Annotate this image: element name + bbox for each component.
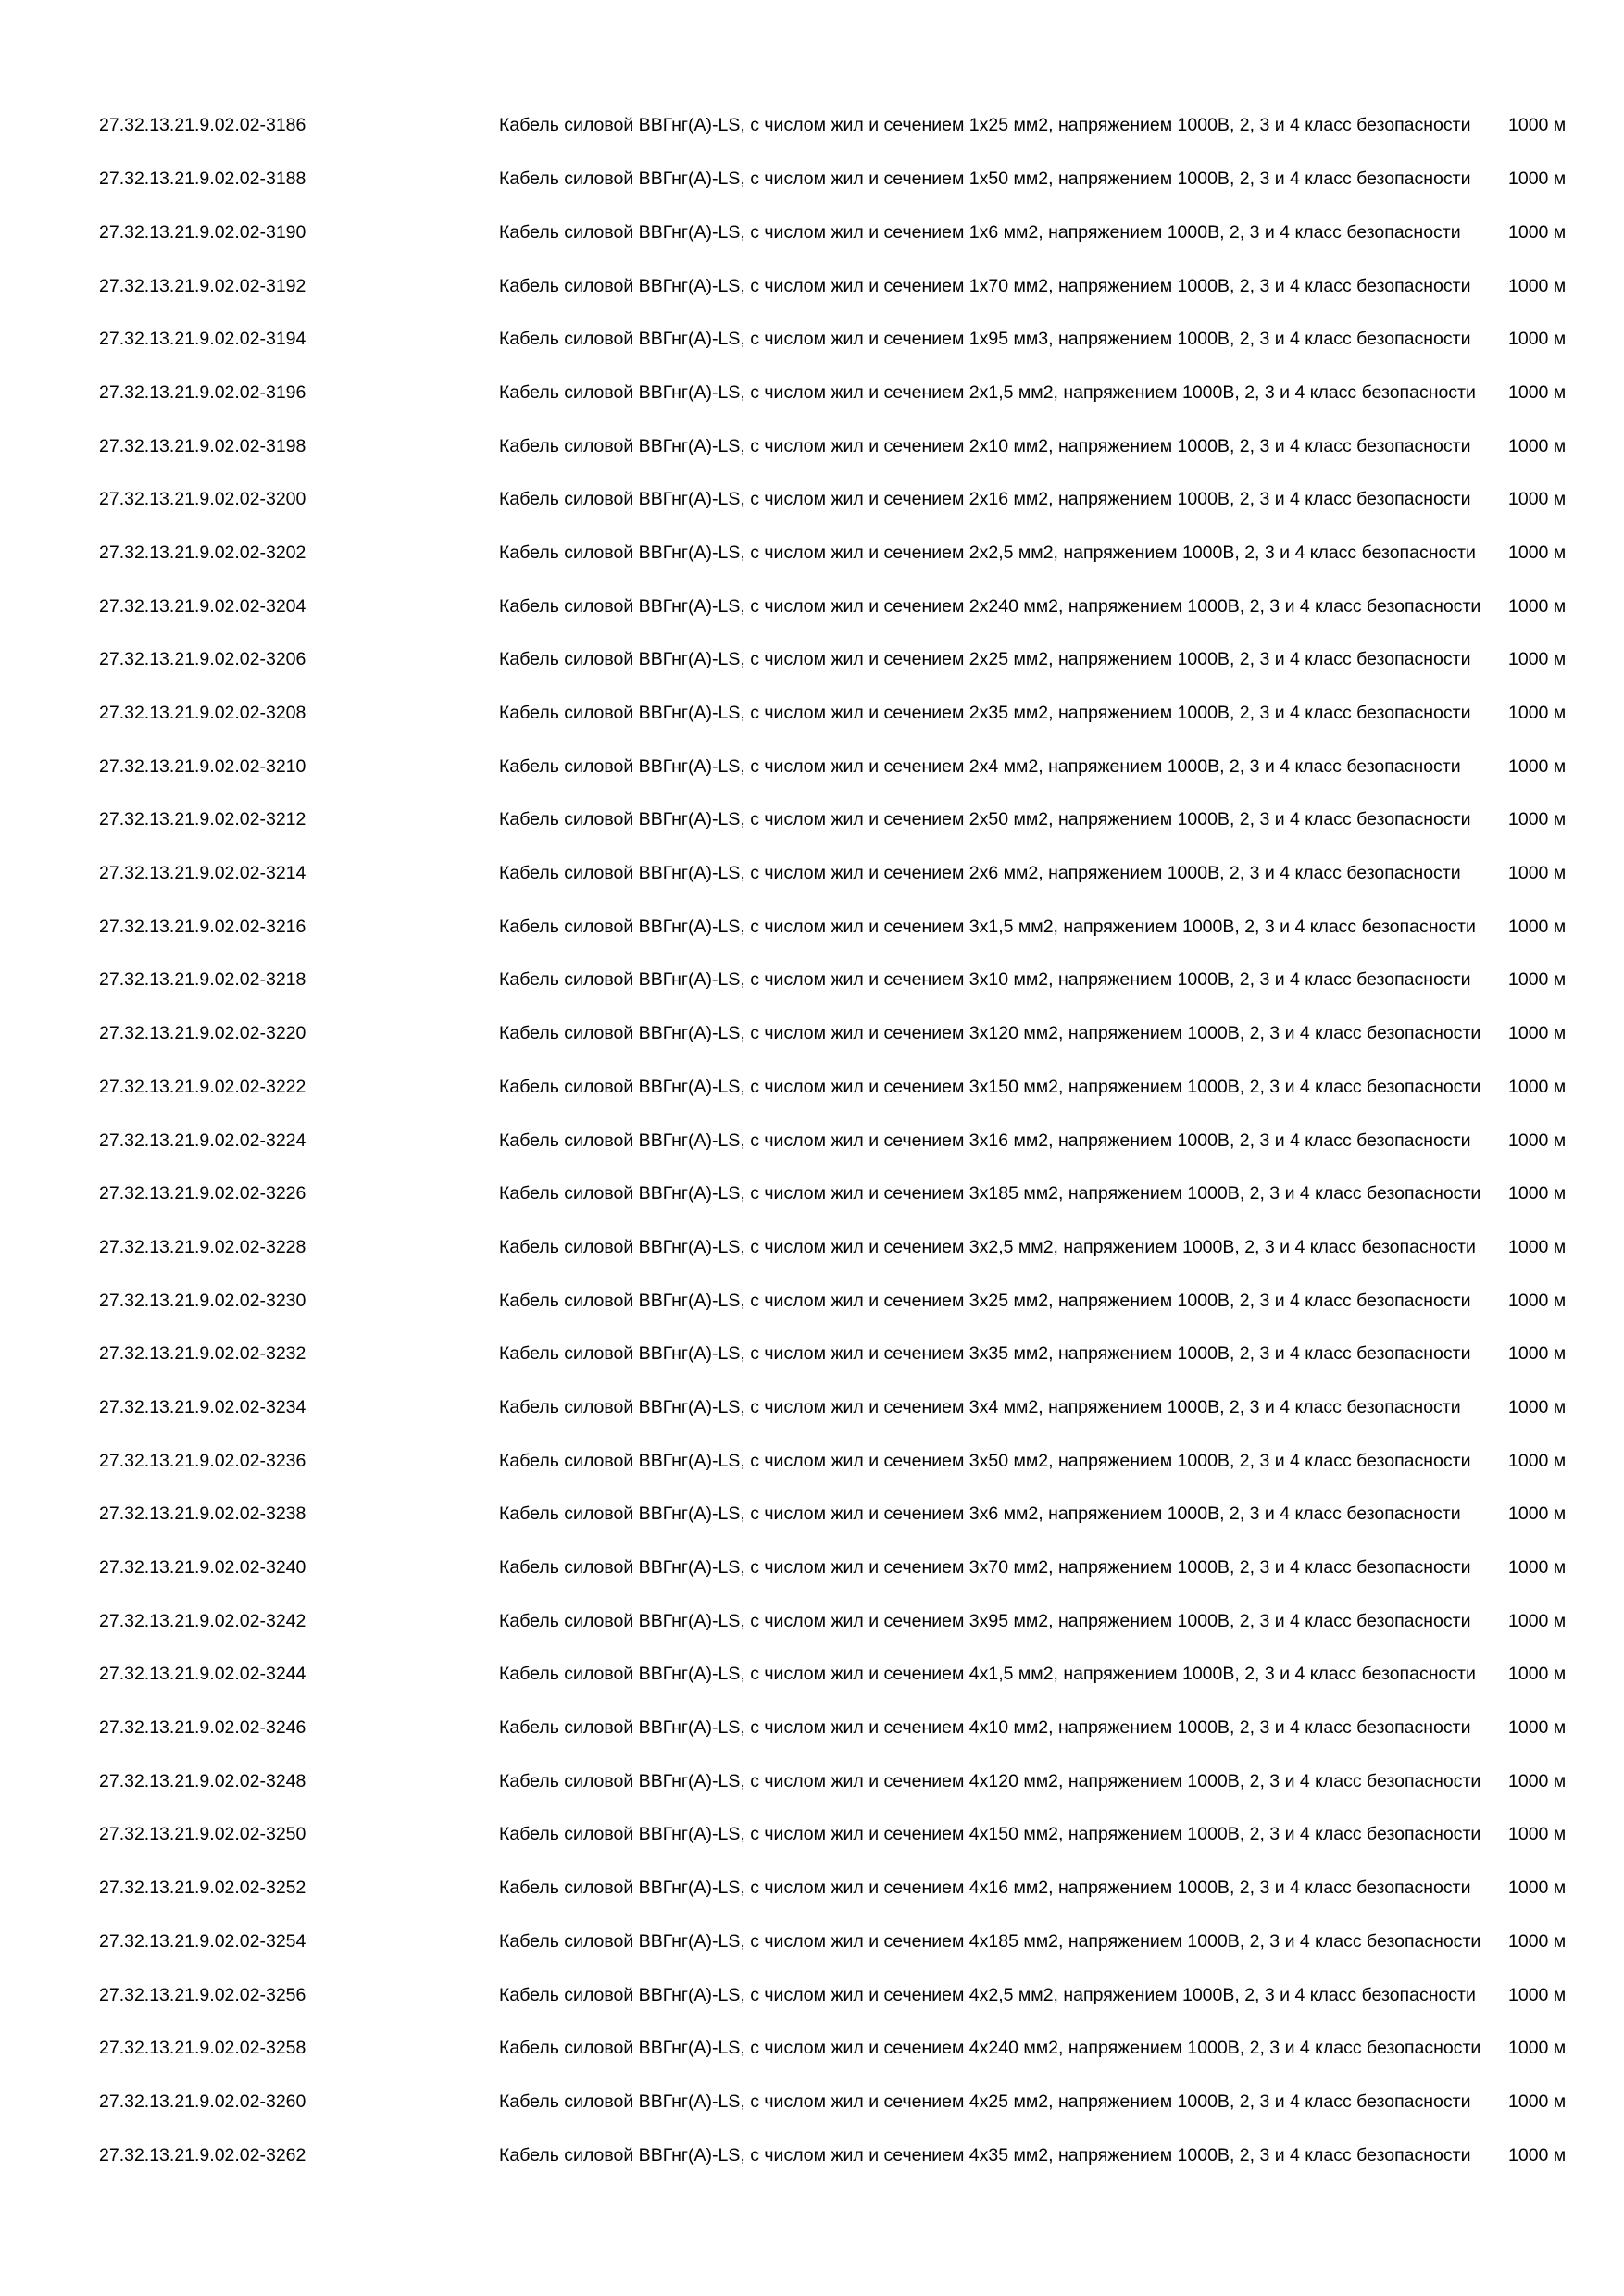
measurement-unit: 1000 м	[1508, 2144, 1567, 2165]
resource-code: 27.32.13.21.9.02.02-3212	[99, 809, 306, 830]
measurement-unit: 1000 м	[1508, 542, 1567, 563]
measurement-unit: 1000 м	[1508, 703, 1567, 724]
resource-code: 27.32.13.21.9.02.02-3190	[99, 221, 306, 243]
measurement-unit: 1000 м	[1508, 329, 1567, 350]
resource-code: 27.32.13.21.9.02.02-3242	[99, 1610, 306, 1631]
resource-code: 27.32.13.21.9.02.02-3250	[99, 1824, 306, 1845]
table-body	[93, 99, 1608, 2182]
measurement-unit: 1000 м	[1508, 115, 1567, 136]
resource-description: Кабель силовой ВВГнг(А)-LS, с числом жил и сечением 3х70 мм2, напряжением 1000В, 2, 3 и 4 класс безопасности	[499, 1557, 1471, 1578]
resource-code: 27.32.13.21.9.02.02-3206	[99, 649, 306, 670]
resource-description: Кабель силовой ВВГнг(А)-LS, с числом жил и сечением 4х16 мм2, напряжением 1000В, 2, 3 и 4 класс безопасности	[499, 1878, 1471, 1899]
measurement-unit: 1000 м	[1508, 1770, 1567, 1791]
resource-code: 27.32.13.21.9.02.02-3230	[99, 1290, 306, 1311]
resource-description: Кабель силовой ВВГнг(А)-LS, с числом жил и сечением 1х6 мм2, напряжением 1000В, 2, 3 и 4 класс безопасности	[499, 221, 1461, 243]
table-row	[93, 1915, 1608, 1968]
table-row	[93, 900, 1608, 954]
resource-description: Кабель силовой ВВГнг(А)-LS, с числом жил и сечением 4х35 мм2, напряжением 1000В, 2, 3 и 4 класс безопасности	[499, 2144, 1471, 2165]
resource-code: 27.32.13.21.9.02.02-3254	[99, 1930, 306, 1952]
resource-code: 27.32.13.21.9.02.02-3228	[99, 1236, 306, 1257]
measurement-unit: 1000 м	[1508, 1504, 1567, 1525]
resource-code: 27.32.13.21.9.02.02-3196	[99, 381, 306, 403]
table-row	[93, 1114, 1608, 1167]
measurement-unit: 1000 м	[1508, 1076, 1567, 1097]
table-row	[93, 1541, 1608, 1595]
resource-description: Кабель силовой ВВГнг(А)-LS, с числом жил и сечением 3х6 мм2, напряжением 1000В, 2, 3 и 4 класс безопасности	[499, 1504, 1461, 1525]
measurement-unit: 1000 м	[1508, 809, 1567, 830]
resource-description: Кабель силовой ВВГнг(А)-LS, с числом жил и сечением 1х70 мм2, напряжением 1000В, 2, 3 и 4 класс безопасности	[499, 275, 1471, 296]
resource-description: Кабель силовой ВВГнг(А)-LS, с числом жил и сечением 2х240 мм2, напряжением 1000В, 2, 3 и 4 класс безопасности	[499, 595, 1481, 617]
table-row	[93, 1434, 1608, 1488]
table-row	[93, 1007, 1608, 1061]
measurement-unit: 1000 м	[1508, 1396, 1567, 1417]
measurement-unit: 1000 м	[1508, 221, 1567, 243]
table-row	[93, 2022, 1608, 2076]
resource-description: Кабель силовой ВВГнг(А)-LS, с числом жил и сечением 2х25 мм2, напряжением 1000В, 2, 3 и 4 класс безопасности	[499, 649, 1471, 670]
resource-description: Кабель силовой ВВГнг(А)-LS, с числом жил и сечением 2х16 мм2, напряжением 1000В, 2, 3 и 4 класс безопасности	[499, 489, 1471, 510]
resource-description: Кабель силовой ВВГнг(А)-LS, с числом жил и сечением 4х2,5 мм2, напряжением 1000В, 2, 3 и 4 класс безопасности	[499, 1984, 1476, 2005]
resource-description: Кабель силовой ВВГнг(А)-LS, с числом жил и сечением 4х120 мм2, напряжением 1000В, 2, 3 и 4 класс безопасности	[499, 1770, 1481, 1791]
measurement-unit: 1000 м	[1508, 2038, 1567, 2059]
resource-code: 27.32.13.21.9.02.02-3214	[99, 863, 306, 884]
table-row	[93, 1328, 1608, 1381]
resource-description: Кабель силовой ВВГнг(А)-LS, с числом жил и сечением 2х2,5 мм2, напряжением 1000В, 2, 3 и 4 класс безопасности	[499, 542, 1476, 563]
measurement-unit: 1000 м	[1508, 1129, 1567, 1151]
resource-code: 27.32.13.21.9.02.02-3204	[99, 595, 306, 617]
resource-code: 27.32.13.21.9.02.02-3238	[99, 1504, 306, 1525]
resource-code: 27.32.13.21.9.02.02-3208	[99, 703, 306, 724]
resource-description: Кабель силовой ВВГнг(А)-LS, с числом жил и сечением 3х185 мм2, напряжением 1000В, 2, 3 и 4 класс безопасности	[499, 1183, 1481, 1204]
resource-description: Кабель силовой ВВГнг(А)-LS, с числом жил и сечением 3х1,5 мм2, напряжением 1000В, 2, 3 и 4 класс безопасности	[499, 916, 1476, 937]
measurement-unit: 1000 м	[1508, 1023, 1567, 1044]
resource-code: 27.32.13.21.9.02.02-3222	[99, 1076, 306, 1097]
resource-description: Кабель силовой ВВГнг(А)-LS, с числом жил и сечением 4х185 мм2, напряжением 1000В, 2, 3 и 4 класс безопасности	[499, 1930, 1481, 1952]
resource-code: 27.32.13.21.9.02.02-3194	[99, 329, 306, 350]
table-row	[93, 419, 1608, 473]
table-row	[93, 366, 1608, 419]
resource-description: Кабель силовой ВВГнг(А)-LS, с числом жил и сечением 3х2,5 мм2, напряжением 1000В, 2, 3 и 4 класс безопасности	[499, 1236, 1476, 1257]
table-row	[93, 580, 1608, 633]
resource-description: Кабель силовой ВВГнг(А)-LS, с числом жил и сечением 1х50 мм2, напряжением 1000В, 2, 3 и 4 класс безопасности	[499, 168, 1471, 190]
resource-description: Кабель силовой ВВГнг(А)-LS, с числом жил и сечением 3х10 мм2, напряжением 1000В, 2, 3 и 4 класс безопасности	[499, 969, 1471, 991]
resource-description: Кабель силовой ВВГнг(А)-LS, с числом жил и сечением 4х150 мм2, напряжением 1000В, 2, 3 и 4 класс безопасности	[499, 1824, 1481, 1845]
measurement-unit: 1000 м	[1508, 1183, 1567, 1204]
resource-code: 27.32.13.21.9.02.02-3198	[99, 435, 306, 456]
resource-description: Кабель силовой ВВГнг(А)-LS, с числом жил и сечением 2х35 мм2, напряжением 1000В, 2, 3 и 4 класс безопасности	[499, 703, 1471, 724]
resource-code: 27.32.13.21.9.02.02-3218	[99, 969, 306, 991]
resource-description: Кабель силовой ВВГнг(А)-LS, с числом жил и сечением 1х95 мм3, напряжением 1000В, 2, 3 и 4 класс безопасности	[499, 329, 1471, 350]
resource-code: 27.32.13.21.9.02.02-3224	[99, 1129, 306, 1151]
measurement-unit: 1000 м	[1508, 435, 1567, 456]
measurement-unit: 1000 м	[1508, 1878, 1567, 1899]
table-row	[93, 954, 1608, 1007]
table-row	[93, 1274, 1608, 1328]
table-row	[93, 1862, 1608, 1915]
resource-code: 27.32.13.21.9.02.02-3262	[99, 2144, 306, 2165]
measurement-unit: 1000 м	[1508, 1290, 1567, 1311]
table-row	[93, 2075, 1608, 2128]
table-row	[93, 527, 1608, 580]
table-row	[93, 1167, 1608, 1221]
resource-code: 27.32.13.21.9.02.02-3200	[99, 489, 306, 510]
resource-description: Кабель силовой ВВГнг(А)-LS, с числом жил и сечением 4х10 мм2, напряжением 1000В, 2, 3 и 4 класс безопасности	[499, 1717, 1471, 1739]
measurement-unit: 1000 м	[1508, 1343, 1567, 1365]
resource-description: Кабель силовой ВВГнг(А)-LS, с числом жил и сечением 2х1,5 мм2, напряжением 1000В, 2, 3 и 4 класс безопасности	[499, 381, 1476, 403]
resource-code: 27.32.13.21.9.02.02-3188	[99, 168, 306, 190]
resource-code: 27.32.13.21.9.02.02-3210	[99, 755, 306, 777]
resource-description: Кабель силовой ВВГнг(А)-LS, с числом жил и сечением 3х120 мм2, напряжением 1000В, 2, 3 и 4 класс безопасности	[499, 1023, 1481, 1044]
resource-description: Кабель силовой ВВГнг(А)-LS, с числом жил и сечением 4х25 мм2, напряжением 1000В, 2, 3 и 4 класс безопасности	[499, 2090, 1471, 2112]
resource-code: 27.32.13.21.9.02.02-3192	[99, 275, 306, 296]
table-row	[93, 1702, 1608, 1755]
resource-code: 27.32.13.21.9.02.02-3246	[99, 1717, 306, 1739]
resource-code: 27.32.13.21.9.02.02-3202	[99, 542, 306, 563]
resource-description: Кабель силовой ВВГнг(А)-LS, с числом жил и сечением 2х4 мм2, напряжением 1000В, 2, 3 и 4 класс безопасности	[499, 755, 1461, 777]
resource-description: Кабель силовой ВВГнг(А)-LS, с числом жил и сечением 2х10 мм2, напряжением 1000В, 2, 3 и 4 класс безопасности	[499, 435, 1471, 456]
measurement-unit: 1000 м	[1508, 1557, 1567, 1578]
table-row	[93, 1381, 1608, 1435]
table-row	[93, 99, 1608, 153]
resource-description: Кабель силовой ВВГнг(А)-LS, с числом жил и сечением 3х4 мм2, напряжением 1000В, 2, 3 и 4 класс безопасности	[499, 1396, 1461, 1417]
measurement-unit: 1000 м	[1508, 595, 1567, 617]
table-row	[93, 1060, 1608, 1114]
table-row	[93, 1754, 1608, 1808]
measurement-unit: 1000 м	[1508, 649, 1567, 670]
measurement-unit: 1000 м	[1508, 2090, 1567, 2112]
resource-table	[93, 99, 1608, 2182]
measurement-unit: 1000 м	[1508, 381, 1567, 403]
table-row	[93, 1488, 1608, 1541]
table-row	[93, 1648, 1608, 1702]
resource-code: 27.32.13.21.9.02.02-3234	[99, 1396, 306, 1417]
table-row	[93, 313, 1608, 367]
resource-code: 27.32.13.21.9.02.02-3248	[99, 1770, 306, 1791]
table-row	[93, 1594, 1608, 1648]
measurement-unit: 1000 м	[1508, 1236, 1567, 1257]
table-row	[93, 793, 1608, 847]
resource-code: 27.32.13.21.9.02.02-3244	[99, 1664, 306, 1685]
measurement-unit: 1000 м	[1508, 755, 1567, 777]
resource-code: 27.32.13.21.9.02.02-3256	[99, 1984, 306, 2005]
table-row	[93, 847, 1608, 901]
resource-code: 27.32.13.21.9.02.02-3260	[99, 2090, 306, 2112]
resource-description: Кабель силовой ВВГнг(А)-LS, с числом жил и сечением 2х50 мм2, напряжением 1000В, 2, 3 и 4 класс безопасности	[499, 809, 1471, 830]
measurement-unit: 1000 м	[1508, 1984, 1567, 2005]
resource-code: 27.32.13.21.9.02.02-3240	[99, 1557, 306, 1578]
measurement-unit: 1000 м	[1508, 1930, 1567, 1952]
resource-description: Кабель силовой ВВГнг(А)-LS, с числом жил и сечением 4х240 мм2, напряжением 1000В, 2, 3 и 4 класс безопасности	[499, 2038, 1481, 2059]
table-row	[93, 740, 1608, 793]
resource-code: 27.32.13.21.9.02.02-3252	[99, 1878, 306, 1899]
resource-code: 27.32.13.21.9.02.02-3232	[99, 1343, 306, 1365]
resource-code: 27.32.13.21.9.02.02-3216	[99, 916, 306, 937]
table-row	[93, 1808, 1608, 1862]
table-row	[93, 687, 1608, 741]
measurement-unit: 1000 м	[1508, 1664, 1567, 1685]
measurement-unit: 1000 м	[1508, 969, 1567, 991]
measurement-unit: 1000 м	[1508, 489, 1567, 510]
resource-description: Кабель силовой ВВГнг(А)-LS, с числом жил и сечением 2х6 мм2, напряжением 1000В, 2, 3 и 4 класс безопасности	[499, 863, 1461, 884]
resource-code: 27.32.13.21.9.02.02-3220	[99, 1023, 306, 1044]
table-row	[93, 633, 1608, 687]
table-row	[93, 2128, 1608, 2182]
measurement-unit: 1000 м	[1508, 863, 1567, 884]
resource-description: Кабель силовой ВВГнг(А)-LS, с числом жил и сечением 3х150 мм2, напряжением 1000В, 2, 3 и 4 класс безопасности	[499, 1076, 1481, 1097]
resource-code: 27.32.13.21.9.02.02-3186	[99, 115, 306, 136]
resource-description: Кабель силовой ВВГнг(А)-LS, с числом жил и сечением 3х95 мм2, напряжением 1000В, 2, 3 и 4 класс безопасности	[499, 1610, 1471, 1631]
table-row	[93, 1968, 1608, 2022]
table-row	[93, 259, 1608, 313]
measurement-unit: 1000 м	[1508, 1450, 1567, 1471]
measurement-unit: 1000 м	[1508, 1717, 1567, 1739]
table-row	[93, 1220, 1608, 1274]
measurement-unit: 1000 м	[1508, 1824, 1567, 1845]
resource-code: 27.32.13.21.9.02.02-3236	[99, 1450, 306, 1471]
resource-code: 27.32.13.21.9.02.02-3226	[99, 1183, 306, 1204]
resource-code: 27.32.13.21.9.02.02-3258	[99, 2038, 306, 2059]
resource-description: Кабель силовой ВВГнг(А)-LS, с числом жил и сечением 4х1,5 мм2, напряжением 1000В, 2, 3 и 4 класс безопасности	[499, 1664, 1476, 1685]
resource-description: Кабель силовой ВВГнг(А)-LS, с числом жил и сечением 3х16 мм2, напряжением 1000В, 2, 3 и 4 класс безопасности	[499, 1129, 1471, 1151]
resource-description: Кабель силовой ВВГнг(А)-LS, с числом жил и сечением 1х25 мм2, напряжением 1000В, 2, 3 и 4 класс безопасности	[499, 115, 1471, 136]
measurement-unit: 1000 м	[1508, 168, 1567, 190]
resource-description: Кабель силовой ВВГнг(А)-LS, с числом жил и сечением 3х25 мм2, напряжением 1000В, 2, 3 и 4 класс безопасности	[499, 1290, 1471, 1311]
table-row	[93, 473, 1608, 527]
resource-description: Кабель силовой ВВГнг(А)-LS, с числом жил и сечением 3х50 мм2, напряжением 1000В, 2, 3 и 4 класс безопасности	[499, 1450, 1471, 1471]
table-row	[93, 153, 1608, 206]
measurement-unit: 1000 м	[1508, 916, 1567, 937]
resource-description: Кабель силовой ВВГнг(А)-LS, с числом жил и сечением 3х35 мм2, напряжением 1000В, 2, 3 и 4 класс безопасности	[499, 1343, 1471, 1365]
table-row	[93, 206, 1608, 259]
measurement-unit: 1000 м	[1508, 1610, 1567, 1631]
measurement-unit: 1000 м	[1508, 275, 1567, 296]
